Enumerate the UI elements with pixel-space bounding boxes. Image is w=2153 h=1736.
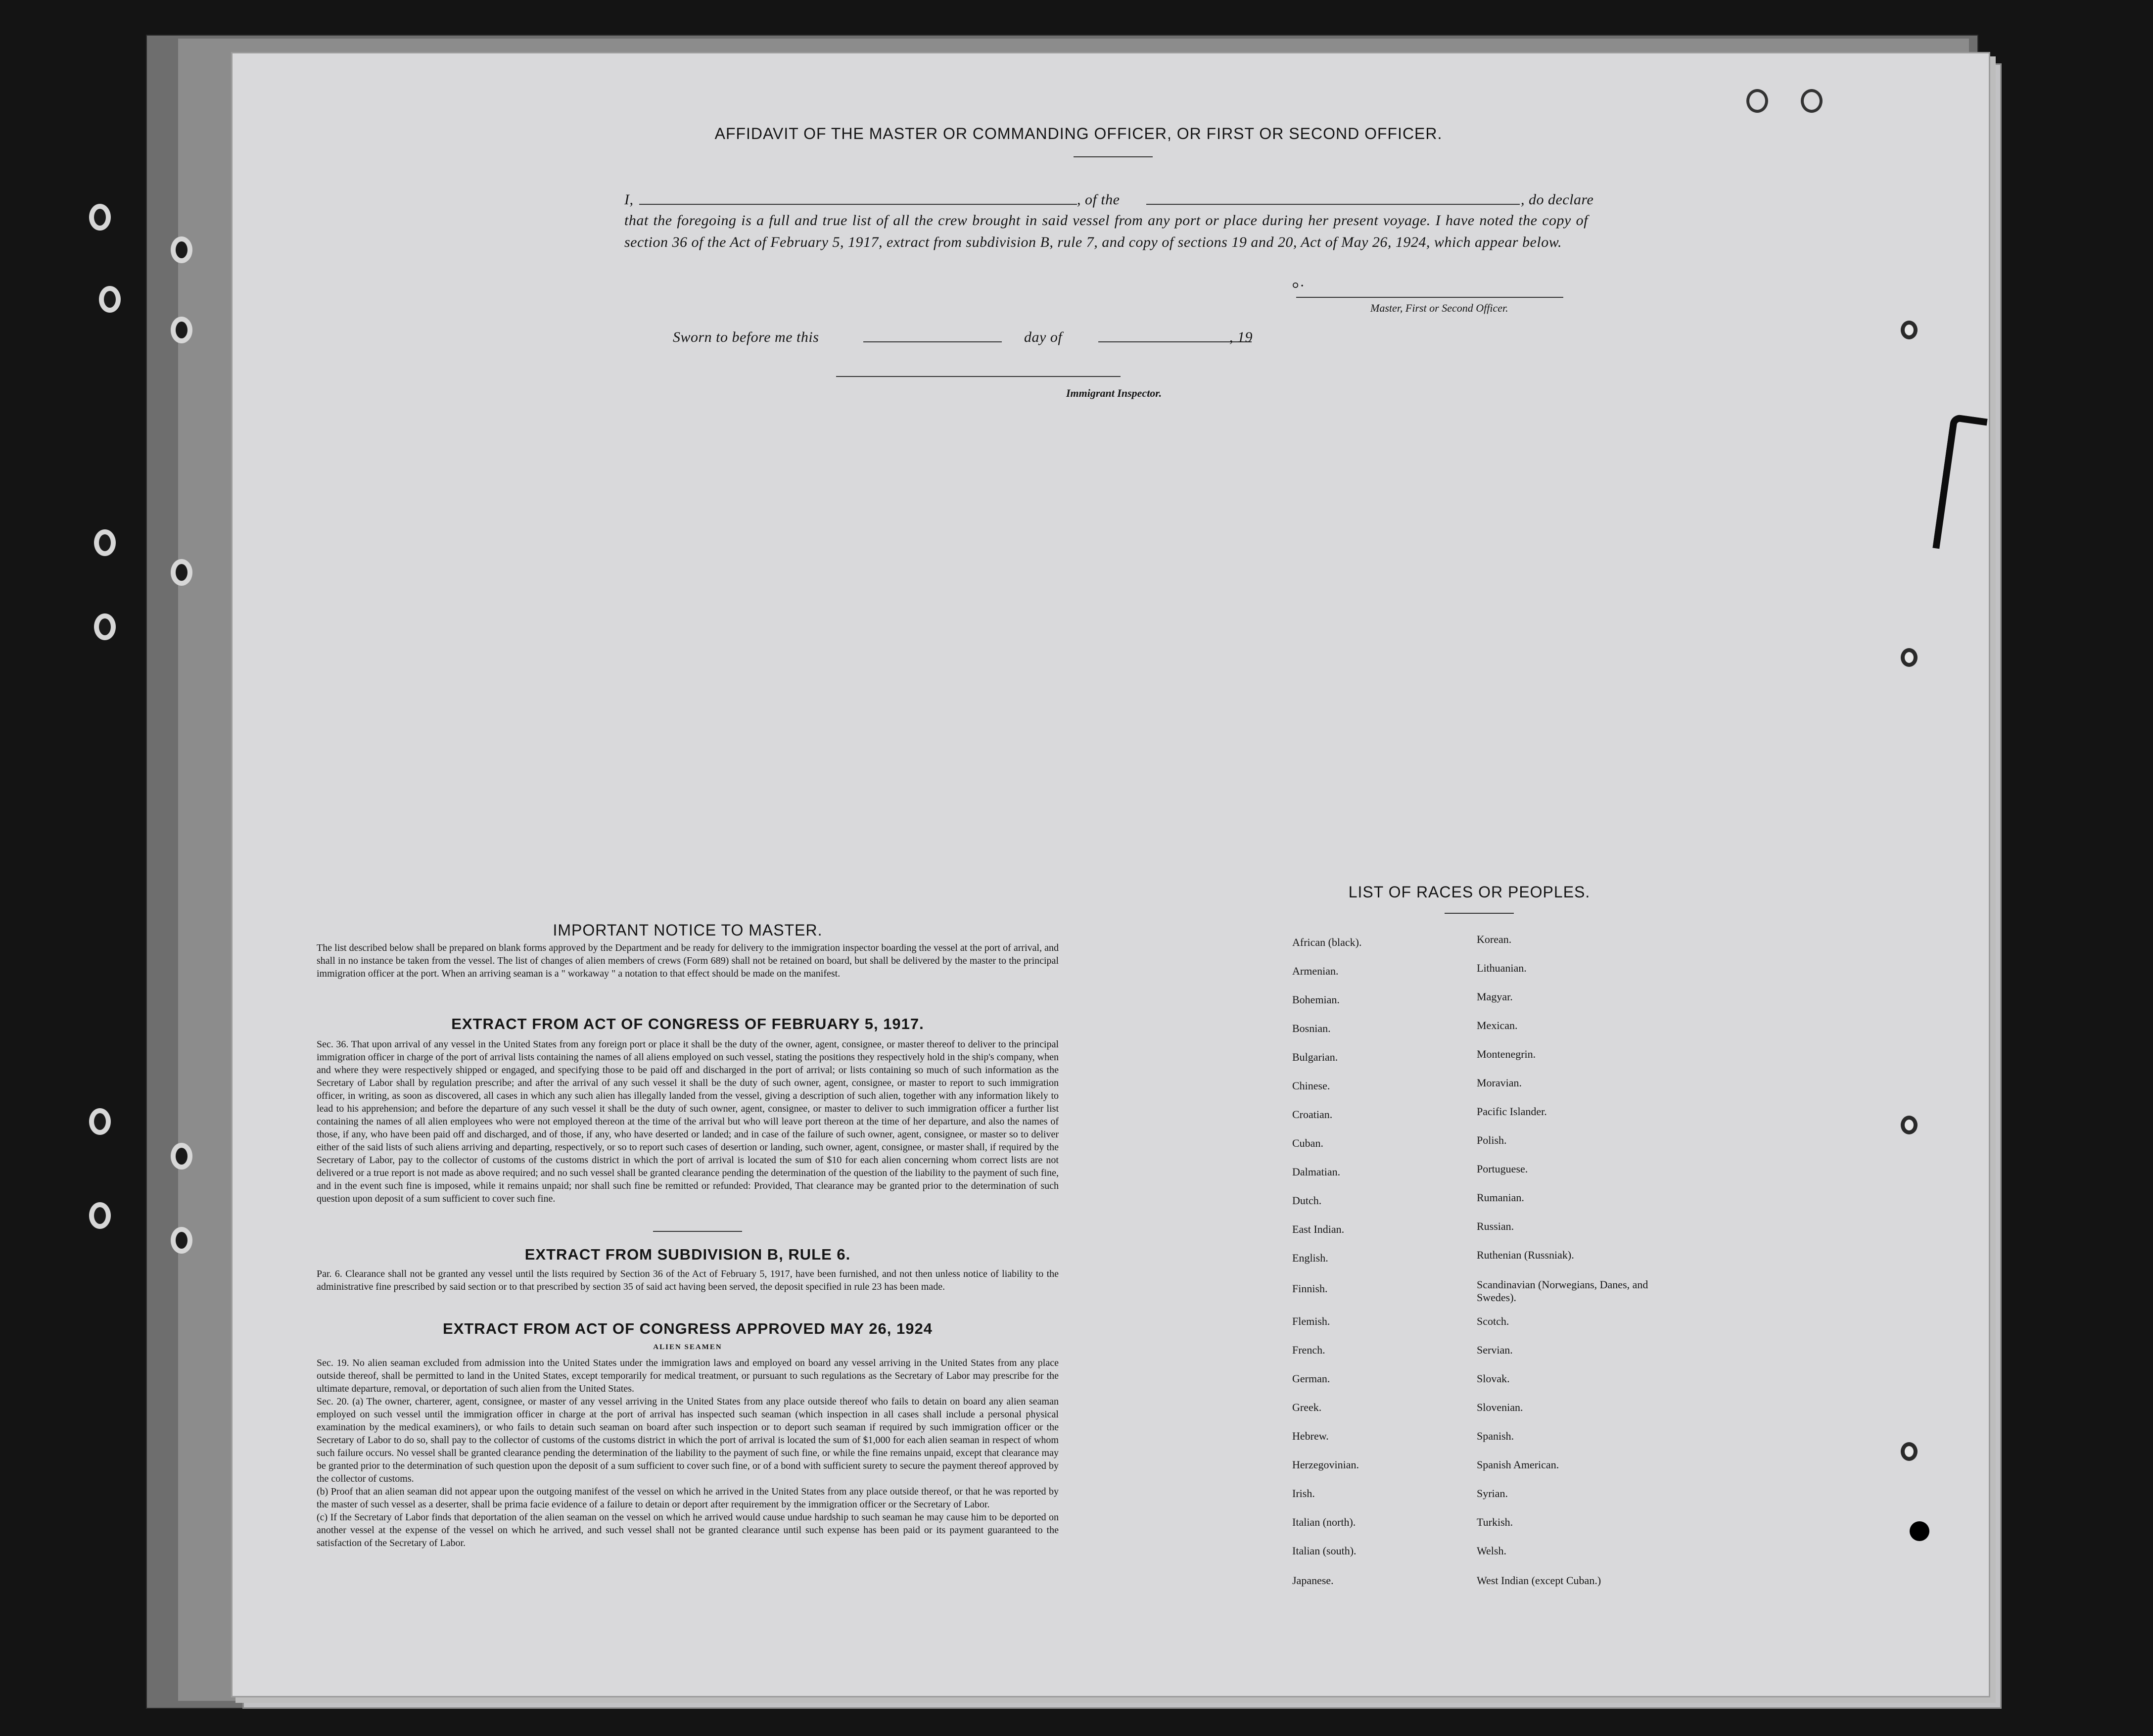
race-entry: Portuguese. [1477,1163,1528,1175]
race-entry: Syrian. [1477,1487,1508,1500]
race-entry: English. [1292,1252,1328,1264]
race-entry: Welsh. [1477,1545,1506,1557]
race-entry: Scotch. [1477,1315,1509,1327]
notice-text [317,941,1059,980]
race-entry: African (black). [1292,936,1362,948]
signature-label: Master, First or Second Officer. [1370,302,1508,314]
signature-mark: ⸰· [1291,278,1305,294]
race-entry: Italian (north). [1292,1516,1356,1528]
races-right-column [1477,932,1675,1598]
race-entry: Slovak. [1477,1372,1510,1385]
race-entry: Spanish. [1477,1430,1514,1442]
race-entry: Turkish. [1477,1516,1513,1528]
inspector-label: Immigrant Inspector. [1066,387,1162,399]
notice-paragraph: The list described below shall be prepared on blank forms approved by the Department and be ready for delivery to the immigration inspector boarding the vessel at the port of arrival, and shall in no instance be taken from the vessel. The list of changes of alien members of crews (Form 689) shall not be retained on board, but shall be delivered by the master to the principal immigration officer at the port. When an arriving seaman is a " workaway " a notation to that effect should be made on the manifest. [317,942,1059,979]
race-entry: Armenian. [1292,965,1339,977]
race-entry: Bohemian. [1292,993,1340,1006]
binder-hole [171,1227,192,1254]
race-entry: Mexican. [1477,1019,1518,1032]
race-entry: Rumanian. [1477,1191,1524,1204]
punch-dot [1910,1521,1929,1541]
binder-hole [89,1202,111,1229]
race-entry: Spanish American. [1477,1458,1559,1471]
race-entry: Montenegrin. [1477,1048,1536,1060]
subdivision-title: EXTRACT FROM SUBDIVISION B, RULE 6. [524,1246,851,1263]
section-19-paragraph: Sec. 19. No alien seaman excluded from admission into the United States under the immigration laws and employed on board any vessel arriving in the United States from any place outside thereof, shall be permitted to land in the United States, except temporarily for medical treatment, or pursuant to such regulations as the Secretary of Labor may prescribe for the ultimate departure, removal, or deportation of such alien from the United States. [317,1358,1059,1394]
affidavit-i-label: I, [624,191,634,208]
binder-hole [171,236,192,263]
race-entry: Hebrew. [1292,1430,1329,1442]
race-entry: Russian. [1477,1220,1514,1232]
subdivision-text [317,1267,1059,1293]
affidavit-body: that the foregoing is a full and true list of all the crew brought in said vessel from any port or place during her present voyage. I have noted the copy of section 36 of the Act of February 5, 1917, extract from subdivision B, rule 7, and copy of sections 19 and 20, Act of May 26, 1924, which appear below. [624,212,1588,250]
extract-1917-text [317,1038,1059,1205]
binder-hole [94,613,116,640]
races-divider [1445,913,1514,914]
race-entry: Pacific Islander. [1477,1105,1547,1118]
race-entry: Greek. [1292,1401,1322,1413]
do-declare-label: , do declare [1521,191,1594,208]
page-hole [1901,648,1918,667]
page-hole [1901,1116,1918,1134]
affidavit-declaration-line [624,189,1614,213]
race-entry: French. [1292,1344,1325,1356]
inspector-signature-field[interactable] [836,366,1121,377]
race-entry: Polish. [1477,1134,1507,1146]
of-the-label: , of the [1077,191,1120,208]
race-entry: Flemish. [1292,1315,1330,1327]
race-entry: East Indian. [1292,1223,1345,1235]
sworn-day-field[interactable] [863,330,1002,342]
race-entry: Moravian. [1477,1077,1522,1089]
year-label: , 19 [1229,329,1253,345]
race-entry: Dutch. [1292,1194,1322,1207]
race-entry: Japanese. [1292,1574,1334,1587]
race-entry: Irish. [1292,1487,1315,1500]
sworn-label: Sworn to before me this [673,329,819,345]
page-hole [1746,89,1768,113]
race-entry: Chinese. [1292,1079,1330,1092]
par-6-paragraph: Par. 6. Clearance shall not be granted any vessel until the lists required by Section 36 of the Act of February 5, 1917, have been furnished, and not then unless notice of liability to the administrative fine prescribed by said section or to that prescribed by section 35 of said act having been served, the deposit specified in rule 23 has been made. [317,1268,1059,1292]
race-entry: German. [1292,1372,1330,1385]
binder-hole [171,317,192,343]
race-entry: Finnish. [1292,1282,1328,1295]
title-divider [1074,156,1153,157]
section-20a-paragraph: Sec. 20. (a) The owner, charterer, agent, consignee, or master of any vessel arriving in the United States from any place outside thereof who fails to detain on board any alien seaman employed on such vessel until the immigration officer in charge at the port of arrival has inspected such seaman (which inspection in all cases shall include a personal physical examination by the medical examiners), or who fails to detain such seaman on board after such inspection or to deport such seaman if required by such immigration officer or the Secretary of Labor to do so, shall pay to the collector of customs of the customs district in which the port of arrival is located the sum of $1,000 for each alien seaman in respect of whom such failure occurs. No vessel shall be granted clearance pending the determination of the liability to the payment of such fine, or while the fine remains unpaid, except that clearance may be granted prior to the determination of such question upon the deposit of a sum sufficient to cover such fine, or of a bond with sufficient surety to secure the payment thereof approved by the collector of customs. [317,1396,1059,1484]
race-entry: Bosnian. [1292,1022,1331,1034]
race-entry: Ruthenian (Russniak). [1477,1249,1574,1261]
alien-seamen-subtitle: ALIEN SEAMEN [653,1343,722,1351]
race-entry: Cuban. [1292,1137,1323,1149]
binder-hole [89,204,111,231]
page-hole [1901,1442,1918,1461]
page-hole [1801,89,1823,113]
binder-hole [171,1143,192,1170]
race-entry: Scandinavian (Norwegians, Danes, and Swedes). [1477,1278,1648,1304]
section-36-paragraph: Sec. 36. That upon arrival of any vessel in the United States from any foreign port or place it shall be the duty of the owner, agent, consignee, or master thereof to deliver to the principal immigration officer in charge of the port of arrival lists containing the names of all aliens employed on such vessel, stating the positions they respectively hold in the ship's company, when and where they were respectively shipped or engaged, and specifying those to be paid off and discharged in the port of arrival; or lists containing so much of such information as the Secretary of Labor shall by regulation prescribe; and after the arrival of any such vessel it shall be the duty of such owner, agent, consignee, or master to report to such immigration officer, in writing, as soon as discovered, all cases in which any such alien has illegally landed from the vessel, giving a description of such alien, together with any information likely to lead to his apprehension; and before the departure of any such vessel it shall be the duty of such owner, agent, consignee, or master to deliver to such immigration officer a further list containing the names of all alien employees who were not employed thereon at the time of the arrival but who will leave port thereon at the time of her departure, and also the names of those, if any, who have been paid off and discharged, and of those, if any, who have deserted or landed; and in case of the failure of such owner, agent, consignee, or master so to deliver either of the said lists of such aliens arriving and departing, respectively, or so to report such cases of desertion or landing, such owner, agent, consignee, or master shall, if required by the Secretary of Labor, pay to the collector of customs of the customs district in which the port of arrival is located the sum of $10 for each alien concerning whom correct lists are not delivered or a true report is not made as above required; and no such vessel shall be granted clearance pending the determination of the question of the liability to the payment of such fine, and in the event such fine is imposed, while it remains unpaid; nor shall such fine be remitted or refunded: Provided, That clearance may be granted prior to the determination of such question upon deposit of a sum sufficient to cover such fine. [317,1039,1059,1204]
binder-hole [94,529,116,556]
race-entry: Korean. [1477,933,1512,945]
races-left-column [1292,935,1455,1598]
race-entry: Servian. [1477,1344,1513,1356]
race-entry: Croatian. [1292,1108,1333,1121]
race-entry: West Indian (except Cuban.) [1477,1574,1601,1587]
binder-hole [99,286,121,313]
section-20b-paragraph: (b) Proof that an alien seaman did not appear upon the outgoing manifest of the vessel on which he arrived in the United States from any place outside thereof, or that he was reported by the master of such vessel as a deserter, shall be prima facie evidence of a failure to detain or deport after requirement by the immigration officer or the Secretary of Labor. [317,1486,1059,1510]
race-entry: Herzegovinian. [1292,1458,1359,1471]
vessel-name-field[interactable] [1146,193,1520,205]
sworn-line [673,327,1415,350]
race-entry: Slovenian. [1477,1401,1523,1413]
section-divider [653,1231,742,1232]
races-title: LIST OF RACES OR PEOPLES. [1348,883,1591,901]
sworn-month-field[interactable] [1098,330,1252,342]
race-entry: Magyar. [1477,990,1513,1003]
extract-1924-title: EXTRACT FROM ACT OF CONGRESS APPROVED MAY 26, 1924 [443,1320,933,1337]
section-20c-paragraph: (c) If the Secretary of Labor finds that deportation of the alien seaman on the vessel on which he arrived would cause undue hardship to such seaman he may cause him to be deported on another vessel at the expense of the vessel on which he arrived, and such vessel shall not be granted clearance until such expense has been paid or its payment guaranteed to the satisfaction of the Secretary of Labor. [317,1512,1059,1548]
affidavit-title: AFFIDAVIT OF THE MASTER OR COMMANDING OFFICER, OR FIRST OR SECOND OFFICER. [714,125,1443,142]
signature-field[interactable] [1296,287,1563,298]
extract-1917-title: EXTRACT FROM ACT OF CONGRESS OF FEBRUARY 5, 1917. [451,1015,924,1032]
race-entry: Italian (south). [1292,1545,1357,1557]
race-entry: Dalmatian. [1292,1166,1341,1178]
day-of-label: day of [1024,329,1063,345]
master-name-field[interactable] [639,193,1077,205]
page-hole [1901,321,1918,339]
race-entry: Bulgarian. [1292,1051,1338,1063]
binder-hole [171,559,192,586]
extract-1924-text [317,1357,1059,1549]
race-entry: Lithuanian. [1477,962,1527,974]
binder-hole [89,1108,111,1135]
notice-title: IMPORTANT NOTICE TO MASTER. [553,921,823,939]
